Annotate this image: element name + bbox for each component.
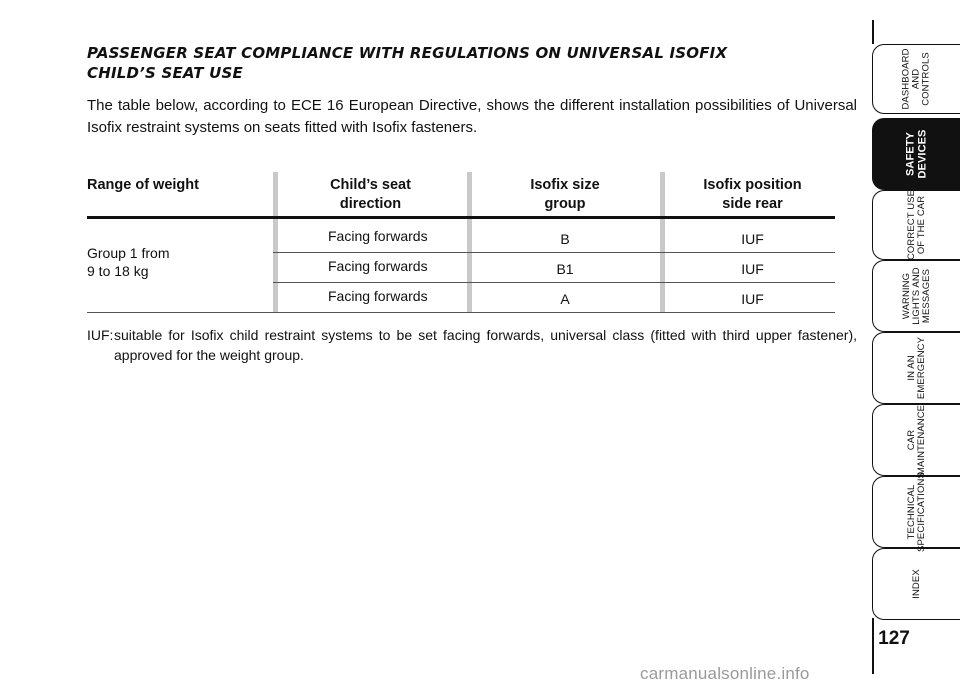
header-size-line-1: Isofix size [530,177,600,193]
isofix-table [87,172,835,317]
tab-index[interactable] [872,548,960,620]
watermark: carmanualsonline.info [640,664,810,683]
column-divider [467,172,472,312]
tab-label: INDEX [910,569,922,599]
tab-label: IN AN EMERGENCY [905,336,927,400]
row-1-position: IUF [741,231,764,247]
footnote [87,325,857,365]
row-3-size: A [560,291,570,307]
header-direction-line-2: direction [339,196,402,212]
row-1-size: B [560,231,570,247]
header-position-line-1: Isofix position [703,177,802,193]
row-divider [273,252,835,253]
tab-in-an-emergency[interactable] [872,332,960,404]
page-number: 127 [878,628,910,649]
row-2-size: B1 [556,261,574,277]
tab-correct-use-of-the-car[interactable] [872,190,960,260]
row-2-direction: Facing forwards [328,258,428,274]
tab-warning-lights-and-messages[interactable] [872,260,960,332]
row-3-position: IUF [741,291,764,307]
weight-group-line-2: 9 to 18 kg [87,263,149,279]
intro-paragraph: The table below, according to ECE 16 European Directive, shows the different installation possibilities of Universal Isofix restraint systems on seats fitted with Isofix fasteners. [87,97,857,136]
column-divider [660,172,665,312]
header-direction [283,176,458,214]
header-rule [87,216,835,219]
tab-label: CAR MAINTENANCE [906,404,927,476]
row-divider [273,282,835,283]
tab-label: DASHBOARD AND CONTROLS [900,48,932,110]
tab-car-maintenance[interactable] [872,404,960,476]
row-1-direction: Facing forwards [328,228,428,244]
footnote-key: IUF: [87,327,114,343]
weight-group [87,244,169,280]
row-2-position: IUF [741,261,764,277]
row-3-direction: Facing forwards [328,288,428,304]
heading-line-1: PASSENGER SEAT COMPLIANCE WITH REGULATIONS ON UNIVERSAL ISOFIX [87,44,728,62]
tab-technical-specifications[interactable] [872,472,960,552]
header-size-line-2: group [544,196,586,212]
footnote-text: suitable for Isofix child restraint systems to be set facing forwards, universal class (fitted with third upper fastener), approved for the weight group. [114,327,857,363]
tab-label: SAFETY DEVICES [904,129,928,179]
heading-line-2: CHILD’S SEAT USE [87,64,243,82]
header-direction-line-1: Child’s seat [330,177,411,193]
table-bottom-rule [87,312,835,313]
side-rule [872,20,874,44]
tab-label: CORRECT USE OF THE CAR [905,189,927,261]
tab-label: TECHNICAL SPECIFICATIONS [906,472,927,552]
column-divider [273,172,278,312]
header-position-line-2: side rear [722,196,783,212]
tab-safety-devices[interactable] [872,118,960,190]
tab-label: WARNING LIGHTS AND MESSAGES [901,267,932,325]
header-size-group [477,176,653,214]
tab-dashboard-and-controls[interactable] [872,44,960,114]
header-position [670,176,835,214]
header-weight: Range of weight [87,177,199,193]
section-heading [87,43,727,83]
weight-group-line-1: Group 1 from [87,245,170,261]
